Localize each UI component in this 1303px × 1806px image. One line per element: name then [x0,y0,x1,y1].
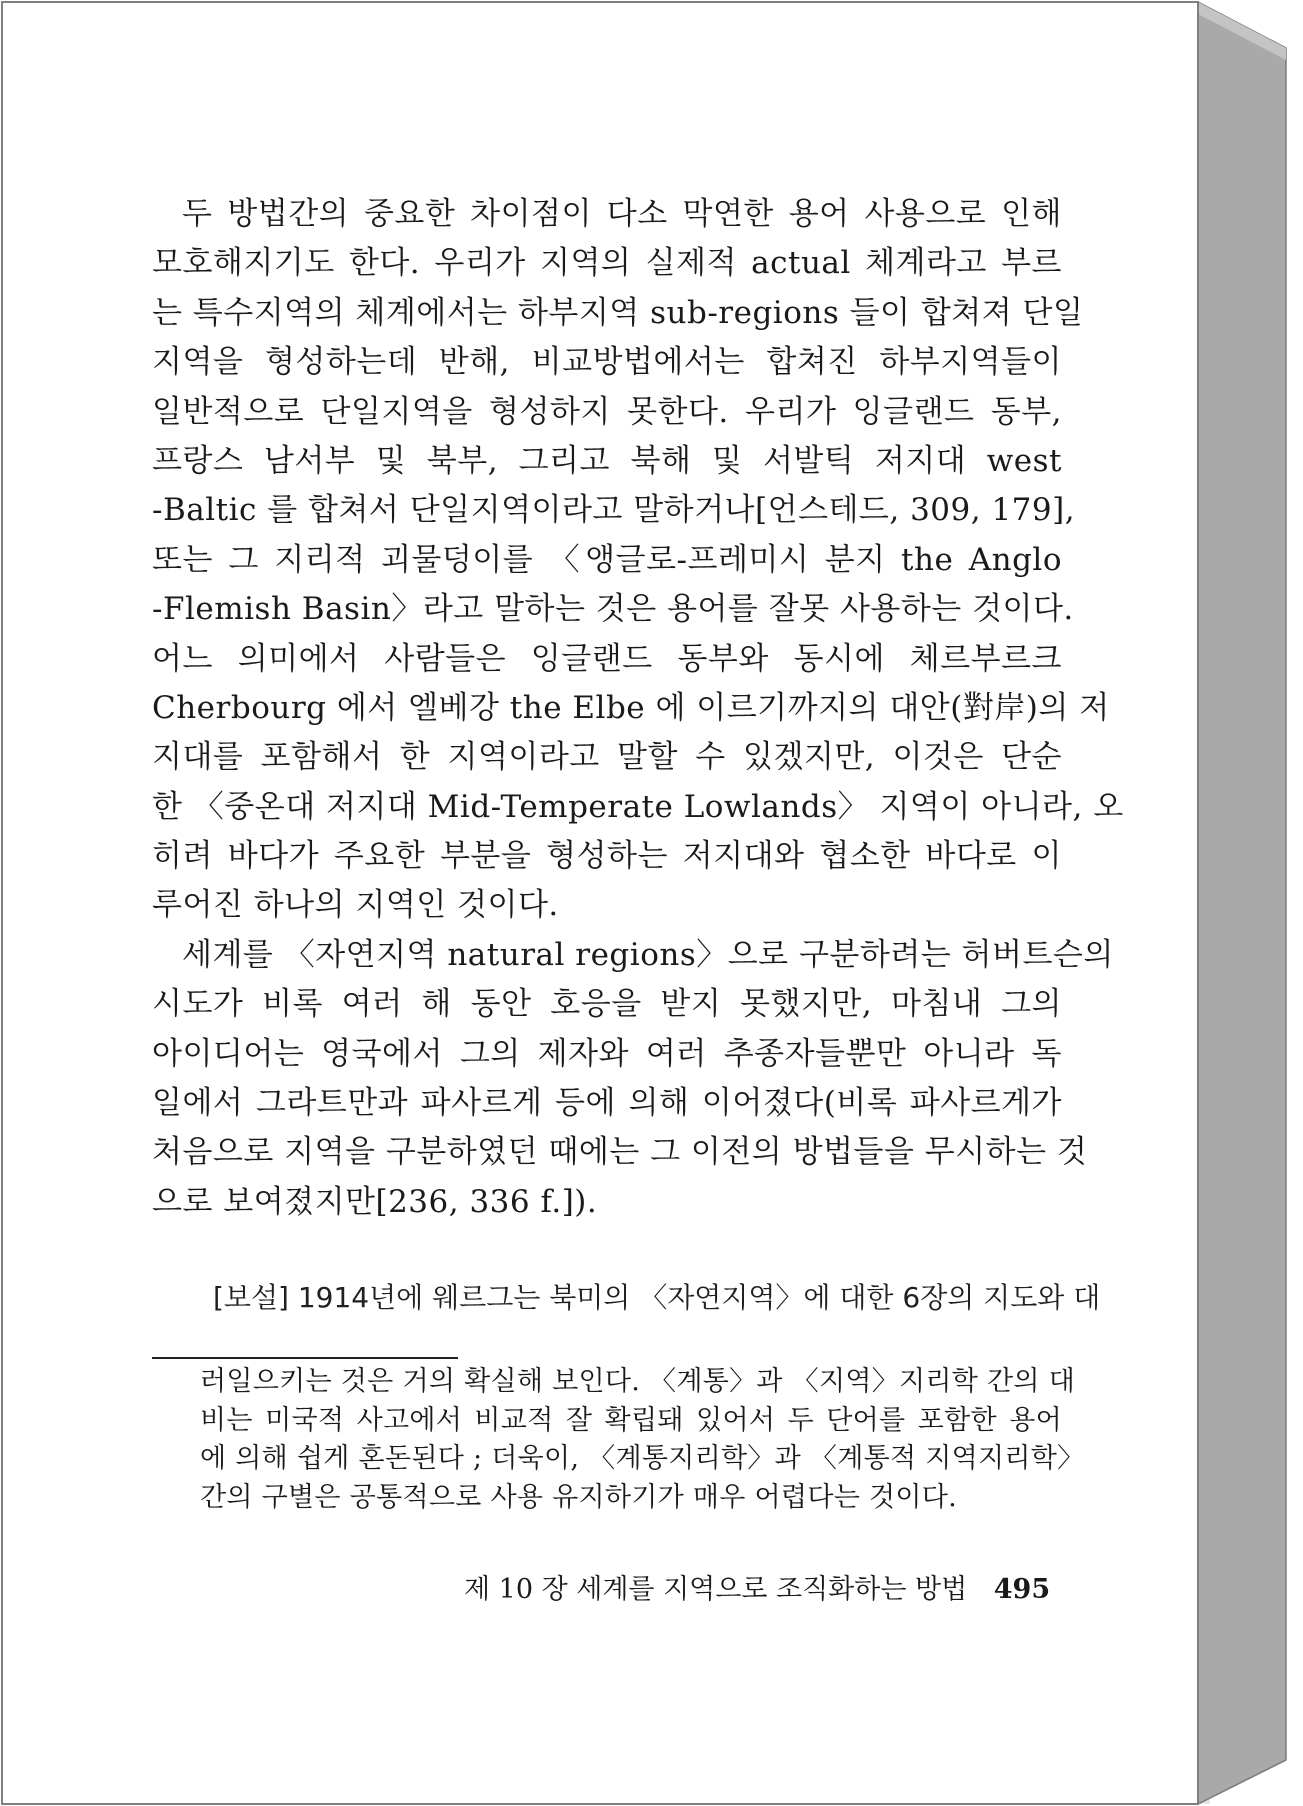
text-line: 처음으로 지역을 구분하였던 때에는 그 이전의 방법들을 무시하는 것 [152,1134,1088,1171]
text-line: 두 방법간의 중요한 차이점이 다소 막연한 용어 사용으로 인해 [182,196,1062,232]
footnote-line: 비는 미국적 사고에서 비교적 잘 확립돼 있어서 두 단어를 포함한 용어 [200,1404,1062,1436]
text-line: 프랑스 남서부 및 북부, 그리고 북해 및 서발틱 저지대 west [152,442,1062,479]
supplementary-note: [보설] 1914년에 웨르그는 북미의 〈자연지역〉에 대한 6장의 지도와 대 [213,1281,1101,1314]
text-line: 또는 그 지리적 괴물덩이를 〈앵글로-프레미시 분지 the Anglo [152,541,1062,578]
body-text [152,190,1124,1227]
text-line: -Flemish Basin〉라고 말하는 것은 용어를 잘못 사용하는 것이다. [152,591,1074,628]
text-line: 는 특수지역의 체계에서는 하부지역 sub-regions 들이 합쳐져 단일 [152,294,1084,331]
text-line: Cherbourg 에서 엘베강 the Elbe 에 이르기까지의 대안(對岸)의 저 [152,689,1110,726]
text-line: 모호해지기도 한다. 우리가 지역의 실제적 actual 체계라고 부르 [152,245,1062,282]
footnote-line: 러일으키는 것은 거의 확실해 보인다. 〈계통〉과 〈지역〉지리학 간의 대 [200,1366,1076,1397]
text-line: 일에서 그라트만과 파사르게 등에 의해 이어졌다(비록 파사르게가 [152,1085,1062,1122]
footnote [200,1363,1085,1517]
text-line: 어느 의미에서 사람들은 잉글랜드 동부와 동시에 체르부르크 [152,640,1062,677]
text-line: 시도가 비록 여러 해 동안 호응을 받지 못했지만, 마침내 그의 [152,986,1062,1023]
text-line: 아이디어는 영국에서 그의 제자와 여러 추종자들뿐만 아니라 독 [152,1035,1062,1072]
footnote-line: 간의 구별은 공통적으로 사용 유지하기가 매우 어렵다는 것이다. [200,1481,957,1513]
paragraph-1 [152,190,1124,931]
text-line: 루어진 하나의 지역인 것이다. [152,887,559,924]
text-line: 지역을 형성하는데 반해, 비교방법에서는 합쳐진 하부지역들이 [152,344,1062,381]
text-line: 일반적으로 단일지역을 형성하지 못한다. 우리가 잉글랜드 동부, [152,393,1062,430]
paragraph-2 [152,931,1114,1227]
text-line: -Baltic 를 합쳐서 단일지역이라고 말하거나[언스테드, 309, 179], [152,492,1076,529]
footnote-line: 에 의해 쉽게 혼돈된다 ; 더욱이, 〈계통지리학〉과 〈계통적 지역지리학〉 [200,1443,1085,1474]
text-line: 지대를 포함해서 한 지역이라고 말할 수 있겠지만, 이것은 단순 [152,739,1062,776]
footnote-divider [152,1357,458,1359]
text-line: 한 〈중온대 저지대 Mid-Temperate Lowlands〉 지역이 아니라, 오 [152,788,1124,825]
text-line: 으로 보여졌지만[236, 336 f.]). [152,1183,598,1220]
text-line: 세계를 〈자연지역 natural regions〉으로 구분하려는 허버트슨의 [182,936,1114,973]
book-spine-side [1198,2,1286,1804]
text-line: 히려 바다가 주요한 부분을 형성하는 저지대와 협소한 바다로 이 [152,838,1062,875]
running-footer [464,1570,1051,1610]
chapter-title: 제 10 장 세계를 지역으로 조직화하는 방법 [464,1574,968,1605]
page-number: 495 [993,1574,1051,1605]
